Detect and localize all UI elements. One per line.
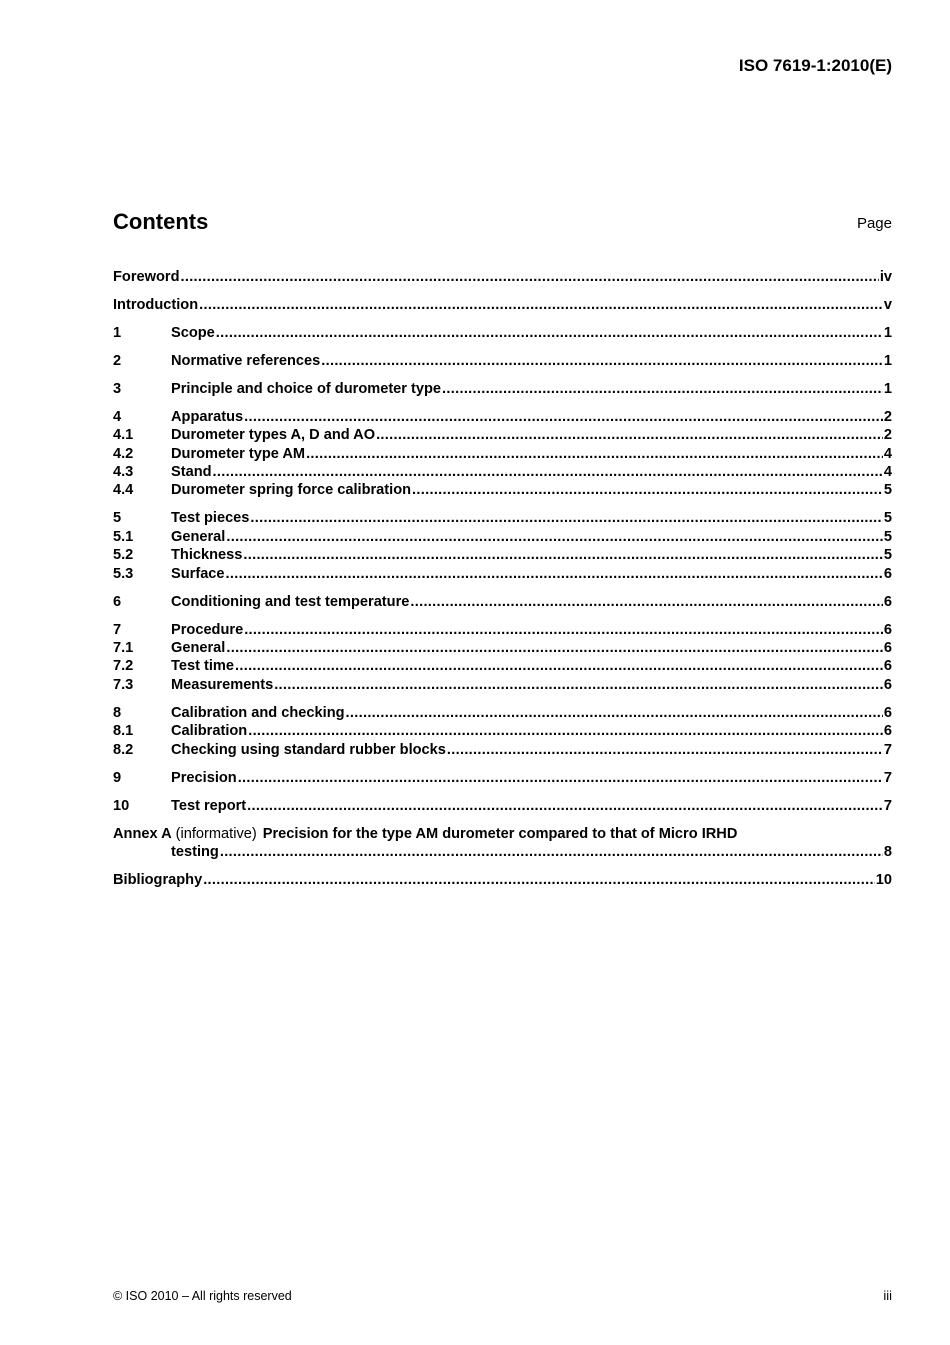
annex-page: 8 xyxy=(883,843,892,860)
toc-entry-title: Durometer type AM xyxy=(171,445,306,462)
toc-leader-dots xyxy=(248,722,883,740)
toc-entry-number: 5 xyxy=(113,510,122,527)
toc-entry-page: 1 xyxy=(883,380,892,397)
bibliography-title: Bibliography xyxy=(113,871,203,888)
page-column-label: Page xyxy=(856,215,892,232)
toc-entry-page: 6 xyxy=(883,676,892,693)
annex-title-line2: testing xyxy=(171,843,219,860)
toc-entry-title: Calibration xyxy=(171,723,248,740)
toc-entry-title: Test time xyxy=(171,658,234,675)
toc-entry[interactable] xyxy=(113,676,892,694)
toc-entry-title: Procedure xyxy=(171,621,244,638)
toc-entry-number: 7 xyxy=(113,621,122,638)
toc-entry-page: 6 xyxy=(883,658,892,675)
toc-entry-title: Foreword xyxy=(113,269,180,285)
annex-label: Annex A xyxy=(113,825,172,842)
toc-entry-title: Principle and choice of durometer type xyxy=(171,380,442,397)
toc-leader-dots xyxy=(180,268,878,286)
toc-leader-dots xyxy=(321,352,883,370)
toc-entry-number: 8.1 xyxy=(113,723,134,740)
toc-leader-dots xyxy=(412,481,883,499)
toc-leader-dots xyxy=(410,593,883,611)
annex-title-line1: Precision for the type AM durometer compared to that of Micro IRHD xyxy=(262,825,738,842)
toc-entry-number: 7.2 xyxy=(113,658,134,675)
toc-entry-title: General xyxy=(171,528,226,545)
toc-entry-title: Measurements xyxy=(171,676,274,693)
toc-leader-dots xyxy=(447,741,883,759)
toc-entry-page: 7 xyxy=(883,769,892,786)
toc-entry-number: 3 xyxy=(113,380,122,397)
toc-entry[interactable] xyxy=(113,769,892,787)
toc-leader-dots xyxy=(235,657,883,675)
toc-entry[interactable] xyxy=(113,426,892,444)
toc-entry-number: 1 xyxy=(113,324,122,341)
toc-entry-page: 6 xyxy=(883,621,892,638)
toc-entry[interactable] xyxy=(113,324,892,342)
toc-leader-dots xyxy=(203,871,875,889)
table-of-contents xyxy=(113,268,892,889)
toc-entry-bibliography[interactable] xyxy=(113,871,892,889)
contents-heading: Contents xyxy=(113,209,209,234)
toc-entry[interactable] xyxy=(113,445,892,463)
toc-entry-page: 2 xyxy=(883,427,892,444)
footer-copyright: © ISO 2010 – All rights reserved xyxy=(113,1289,292,1303)
toc-entry-title: Test pieces xyxy=(171,510,250,527)
toc-entry[interactable] xyxy=(113,352,892,370)
toc-entry[interactable] xyxy=(113,657,892,675)
toc-entry[interactable] xyxy=(113,509,892,527)
toc-entry-number: 9 xyxy=(113,769,122,786)
toc-entry[interactable] xyxy=(113,722,892,740)
toc-entry-page: 5 xyxy=(883,482,892,499)
toc-entry-title: Apparatus xyxy=(171,408,244,425)
toc-entry-page: 2 xyxy=(883,408,892,425)
toc-entry-number: 8 xyxy=(113,704,122,721)
toc-entry-title: Introduction xyxy=(113,296,199,313)
toc-entry-number: 5.1 xyxy=(113,528,134,545)
toc-leader-dots xyxy=(247,797,883,815)
toc-entry[interactable] xyxy=(113,546,892,564)
toc-entry-page: 5 xyxy=(883,528,892,545)
toc-entry-page: 1 xyxy=(883,324,892,341)
toc-entry-page: 7 xyxy=(883,797,892,814)
toc-entry[interactable] xyxy=(113,296,892,314)
toc-entry-page: iv xyxy=(879,269,892,285)
toc-entry-page: v xyxy=(883,296,892,313)
toc-entry-page: 6 xyxy=(883,565,892,582)
toc-entry-page: 6 xyxy=(883,593,892,610)
toc-entry-number: 7.1 xyxy=(113,640,134,656)
toc-leader-dots xyxy=(226,565,883,583)
toc-leader-dots xyxy=(213,463,883,481)
toc-entry[interactable] xyxy=(113,481,892,499)
toc-leader-dots xyxy=(306,445,883,463)
toc-entry-page: 5 xyxy=(883,547,892,564)
toc-leader-dots xyxy=(220,843,883,861)
annex-kind: (informative) xyxy=(175,825,257,842)
toc-entry-title: Precision xyxy=(171,769,237,786)
toc-entry-number: 5.3 xyxy=(113,565,134,582)
toc-entry[interactable] xyxy=(113,741,892,759)
toc-entry-title: Durometer types A, D and AO xyxy=(171,427,376,444)
toc-entry-page: 4 xyxy=(883,464,892,481)
toc-entry-title: Calibration and checking xyxy=(171,704,345,721)
toc-entry[interactable] xyxy=(113,593,892,611)
toc-entry-title: Scope xyxy=(171,324,215,341)
toc-entry[interactable] xyxy=(113,380,892,398)
toc-leader-dots xyxy=(216,324,883,342)
toc-entry-title: Checking using standard rubber blocks xyxy=(171,741,446,758)
toc-entry-number: 7.3 xyxy=(113,676,134,693)
toc-entry-page: 1 xyxy=(883,352,892,369)
toc-entry[interactable] xyxy=(113,268,892,286)
toc-entry-annex-a[interactable] xyxy=(113,825,892,843)
toc-entry[interactable] xyxy=(113,463,892,481)
toc-leader-dots xyxy=(226,639,883,657)
toc-leader-dots xyxy=(250,509,882,527)
toc-entry-number: 2 xyxy=(113,352,122,369)
toc-entry[interactable] xyxy=(113,797,892,815)
toc-entry-number: 4 xyxy=(113,408,122,425)
toc-entry-number: 4.3 xyxy=(113,464,134,481)
toc-leader-dots xyxy=(244,408,883,426)
bibliography-page: 10 xyxy=(875,871,892,888)
toc-leader-dots xyxy=(199,296,883,314)
toc-entry-title: General xyxy=(171,640,226,656)
toc-entry-title: Surface xyxy=(171,565,225,582)
toc-entry[interactable] xyxy=(113,621,892,639)
toc-entry-page: 4 xyxy=(883,445,892,462)
toc-entry-page: 5 xyxy=(883,510,892,527)
toc-leader-dots xyxy=(442,380,883,398)
toc-entry[interactable] xyxy=(113,565,892,583)
toc-entry-number: 4.1 xyxy=(113,427,134,444)
document-id: ISO 7619-1:2010(E) xyxy=(738,56,892,75)
toc-entry-page: 6 xyxy=(883,704,892,721)
toc-entry-title: Conditioning and test temperature xyxy=(171,593,410,610)
toc-entry-page: 7 xyxy=(883,741,892,758)
toc-entry[interactable] xyxy=(113,408,892,426)
toc-leader-dots xyxy=(376,426,883,444)
toc-entry-number: 10 xyxy=(113,797,130,814)
toc-entry-annex-a-cont[interactable] xyxy=(113,843,892,861)
footer-page-number: iii xyxy=(883,1288,892,1303)
toc-entry-number: 4.2 xyxy=(113,445,134,462)
toc-entry[interactable] xyxy=(113,704,892,722)
toc-leader-dots xyxy=(346,704,883,722)
toc-leader-dots xyxy=(243,546,882,564)
toc-entry-page: 6 xyxy=(883,640,892,656)
toc-entry-title: Thickness xyxy=(171,547,243,564)
toc-entry[interactable] xyxy=(113,639,892,657)
toc-entry-title: Normative references xyxy=(171,352,321,369)
toc-leader-dots xyxy=(226,528,883,546)
toc-entry-page: 6 xyxy=(883,723,892,740)
toc-entry-number: 6 xyxy=(113,593,122,610)
toc-entry[interactable] xyxy=(113,528,892,546)
toc-leader-dots xyxy=(274,676,883,694)
toc-entry-title: Stand xyxy=(171,464,212,481)
toc-leader-dots xyxy=(244,621,883,639)
toc-entry-number: 4.4 xyxy=(113,482,134,499)
toc-entry-title: Durometer spring force calibration xyxy=(171,482,412,499)
toc-entry-number: 5.2 xyxy=(113,547,134,564)
toc-entry-title: Test report xyxy=(171,797,247,814)
toc-entry-number: 8.2 xyxy=(113,741,134,758)
toc-leader-dots xyxy=(238,769,883,787)
